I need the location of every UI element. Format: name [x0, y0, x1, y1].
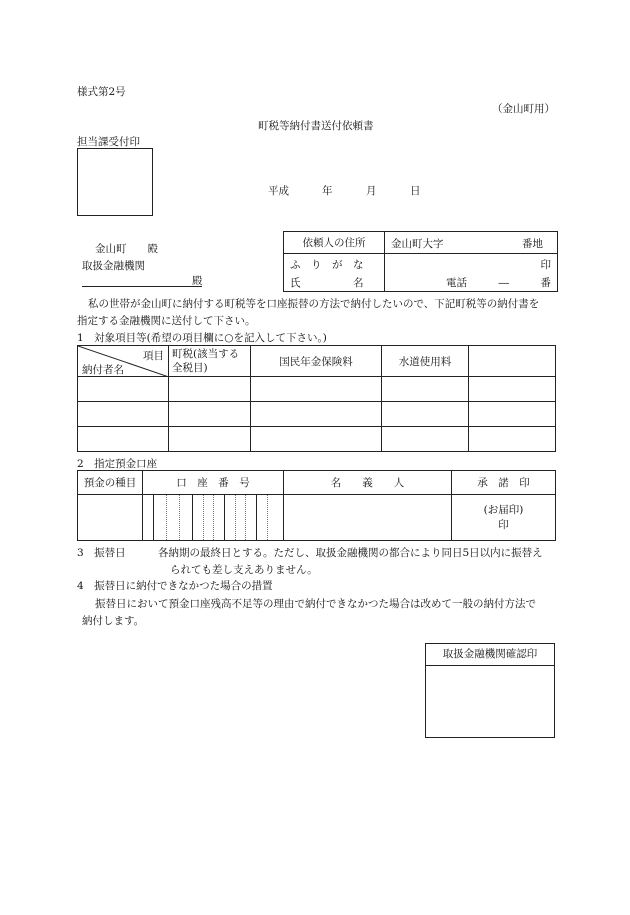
table-cell[interactable]: [251, 402, 382, 427]
addressee-bank-suffix: 殿: [192, 275, 203, 287]
section1-heading: 1 対象項目等(希望の項目欄に○を記入して下さい。): [77, 332, 327, 344]
dept-stamp-box: [77, 148, 153, 216]
table-row: [78, 402, 556, 427]
date-month: 月: [366, 185, 377, 197]
form-number: 様式第2号: [77, 86, 126, 98]
header-payer: 納付者名: [82, 364, 124, 376]
section4-text-1: 振替日において預金口座残高不足等の理由で納付できなかつた場合は改めて一般の納付方法で: [95, 598, 536, 610]
digit-dotted: [203, 495, 204, 540]
account-number-cell[interactable]: [143, 495, 284, 541]
table-cell[interactable]: [169, 377, 251, 402]
table-cell[interactable]: [469, 377, 556, 402]
furigana-label: ふ り が な: [290, 259, 364, 271]
header-deposit-type: 預金の種目: [78, 471, 143, 495]
intro-line-1: 私の世帯が金山町に納付する町税等を口座振替の方法で納付したいので、下記町税等の納付書を: [88, 298, 540, 310]
target-items-table: [77, 345, 556, 452]
digit-dotted: [245, 495, 246, 540]
dept-stamp-label: 担当課受付印: [77, 136, 140, 148]
date-day: 日: [410, 185, 421, 197]
page-title: 町税等納付書送付依頼書: [258, 120, 374, 132]
header-consent-seal: 承 諾 印: [452, 471, 556, 495]
addressee-town: 金山町 殿: [95, 243, 158, 255]
bank-confirm-label: 取扱金融機関確認印: [426, 644, 554, 666]
addressee-bank-label: 取扱金融機関: [82, 260, 145, 272]
section2-heading: 2 指定預金口座: [77, 458, 158, 470]
seal-mark: 印: [540, 259, 551, 271]
bank-confirm-box: [425, 643, 555, 738]
table-row: [78, 427, 556, 452]
deposit-type-cell[interactable]: [78, 495, 143, 541]
address-value: 金山町大字: [391, 238, 444, 250]
section3-text-1: 各納期の最終日とする。ただし、取扱金融機関の都合により同日5日以内に振替え: [158, 547, 543, 559]
table-cell[interactable]: [469, 427, 556, 452]
consent-seal-cell[interactable]: [452, 495, 556, 541]
account-holder-cell[interactable]: [284, 495, 452, 541]
column-blank: [469, 346, 556, 377]
phone-label: 電話 ― 番: [446, 277, 551, 289]
usage-note: （金山町用）: [492, 103, 555, 115]
column-water: 水道使用料: [382, 346, 469, 377]
seal-note-2: 印: [498, 518, 509, 531]
table-cell[interactable]: [251, 377, 382, 402]
bank-account-table: [77, 470, 556, 541]
digit-divider: [192, 495, 193, 540]
account-digit-boxes: [143, 495, 283, 540]
header-account-holder: 名 義 人: [284, 471, 452, 495]
digit-dotted: [213, 495, 214, 540]
address-cell[interactable]: [385, 232, 558, 254]
date-year: 年: [322, 185, 333, 197]
section4-heading: 4 振替日に納付できなかつた場合の措置: [77, 580, 273, 592]
digit-divider: [153, 495, 154, 540]
digit-dotted: [166, 495, 167, 540]
section3-text-2: られても差し支えありません。: [170, 564, 318, 576]
table-cell[interactable]: [78, 377, 169, 402]
name-label: 氏 名: [290, 277, 364, 289]
table-cell[interactable]: [382, 427, 469, 452]
table-cell[interactable]: [251, 427, 382, 452]
digit-divider: [224, 495, 225, 540]
header-account-number: 口 座 番 号: [143, 471, 284, 495]
intro-line-2: 指定する金融機関に送付して下さい。: [77, 315, 256, 327]
digit-dotted: [267, 495, 268, 540]
header-item: 項目: [143, 350, 164, 362]
bank-name-line: [82, 286, 202, 287]
table-row: [78, 377, 556, 402]
table-cell[interactable]: [78, 402, 169, 427]
table-cell[interactable]: [469, 402, 556, 427]
section4-text-2: 納付します。: [82, 615, 145, 627]
address-label: 依頼人の住所: [284, 232, 385, 254]
table-cell[interactable]: [382, 402, 469, 427]
diagonal-header-cell: [78, 346, 169, 377]
table-cell[interactable]: [169, 402, 251, 427]
table-cell[interactable]: [169, 427, 251, 452]
column-pension: 国民年金保険料: [251, 346, 382, 377]
table-cell[interactable]: [382, 377, 469, 402]
date-era: 平成: [268, 185, 289, 197]
name-cell[interactable]: [385, 254, 558, 292]
name-label-cell: [284, 254, 385, 292]
seal-note-1: (お届印): [483, 503, 524, 516]
requester-table: [283, 231, 558, 292]
banchi-label: 番地: [522, 238, 543, 250]
digit-divider: [256, 495, 257, 540]
table-cell[interactable]: [78, 427, 169, 452]
digit-dotted: [235, 495, 236, 540]
section3-heading: 3 振替日: [77, 547, 126, 559]
column-town-tax: 町税(該当する全税目): [169, 346, 251, 377]
digit-dotted: [179, 495, 180, 540]
